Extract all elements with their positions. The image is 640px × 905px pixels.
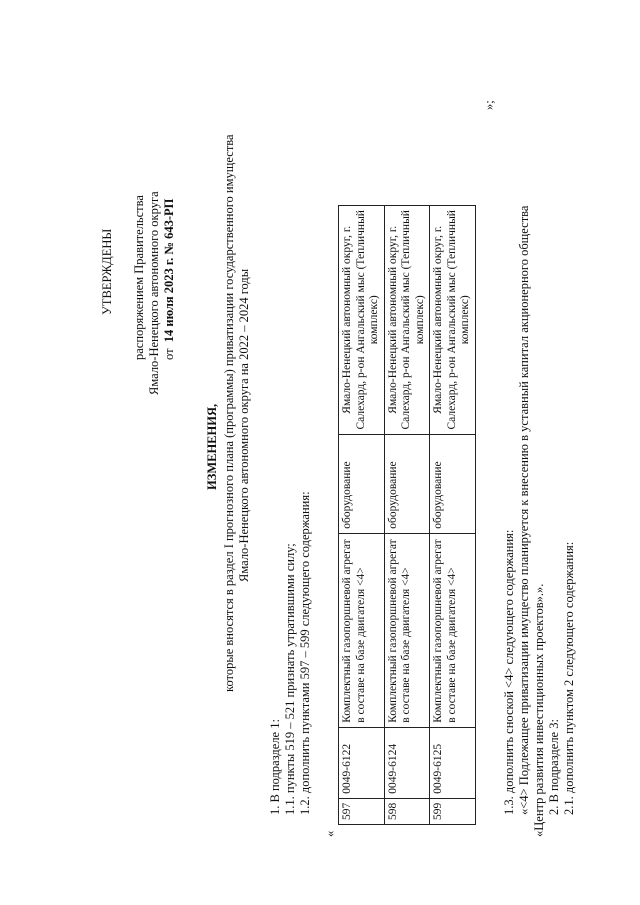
row-name: Комплектный газопоршневой агрегат в составе на базе двигателя <4> <box>339 533 385 727</box>
table-row <box>339 205 385 824</box>
intro-item-3: 1.2. дополнить пунктами 597 – 599 следующего содержания: <box>298 491 312 815</box>
row-address: Ямало-Ненецкий автономный округ, г. Салехард, р-он Ангальский мыс (Тепличный комплекс) <box>384 205 430 434</box>
table-row <box>384 205 430 824</box>
row-number: 599 <box>430 798 476 824</box>
approval-title: УТВЕРЖДЕНЫ <box>100 228 114 315</box>
open-quote: « <box>323 830 337 837</box>
intro-item-2: 1.1. пункты 519 – 521 признать утратившими силу; <box>283 543 297 815</box>
row-address: Ямало-Ненецкий автономный округ, г. Салехард, р-он Ангальский мыс (Тепличный комплекс) <box>430 205 476 434</box>
row-name: Комплектный газопоршневой агрегат в составе на базе двигателя <4> <box>430 533 476 727</box>
row-code: 0049-6122 <box>339 727 385 798</box>
row-number: 597 <box>339 798 385 824</box>
row-code: 0049-6125 <box>430 727 476 798</box>
row-name: Комплектный газопоршневой агрегат в составе на базе двигателя <4> <box>384 533 430 727</box>
heading-line-2: Ямало-Ненецкого автономного округа на 2022 – 2024 годы <box>237 268 251 582</box>
footer-item-1: 1.3. дополнить сноской <4> следующего содержания: <box>502 529 516 815</box>
footer-item-2: «<4> Подлежащее приватизации имущество планируется к внесению в уставный капитал акционерного общества <box>517 205 531 815</box>
approval-date <box>162 199 177 360</box>
footer-item-5: 2.1. дополнить пунктом 2 следующего содержания: <box>562 541 576 815</box>
intro-item-1: 1. В подразделе 1: <box>268 719 282 815</box>
document-title: ИЗМЕНЕНИЯ, <box>205 403 219 490</box>
property-table <box>338 205 476 825</box>
row-type: оборудование <box>430 434 476 533</box>
footer-item-4: 2. В подразделе 3: <box>547 719 561 815</box>
approval-line-1: распоряжением Правительства <box>132 195 146 360</box>
row-number: 598 <box>384 798 430 824</box>
row-code: 0049-6124 <box>384 727 430 798</box>
row-address: Ямало-Ненецкий автономный округ, г. Салехард, р-он Ангальский мыс (Тепличный комплекс) <box>339 205 385 434</box>
row-type: оборудование <box>384 434 430 533</box>
approval-date-prefix: от <box>162 348 176 360</box>
approval-line-2: Ямало-Ненецкого автономного округа <box>147 191 161 395</box>
approval-date-value: 14 июля 2023 г. № 643-РП <box>162 198 176 343</box>
footer-item-3: «Центр развития инвестиционных проектов».». <box>532 583 546 837</box>
close-quote: »; <box>482 100 496 110</box>
row-type: оборудование <box>339 434 385 533</box>
table-row <box>430 205 476 824</box>
heading-line-1: которые вносятся в раздел I прогнозного плана (программы) приватизации государственного имущества <box>222 134 236 692</box>
